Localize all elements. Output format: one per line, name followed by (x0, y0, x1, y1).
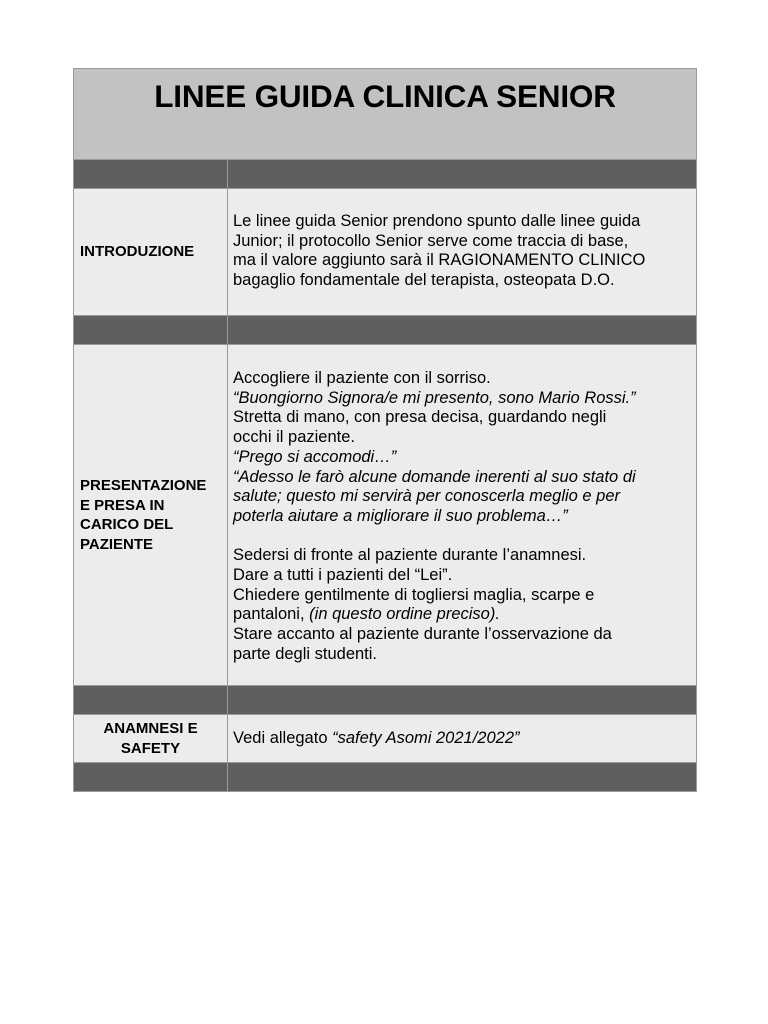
title-row (74, 69, 696, 160)
text-line: Sedersi di fronte al paziente durante l’anamnesi. (233, 546, 587, 565)
text-line: occhi il paziente. (233, 428, 355, 447)
separator-cell (228, 763, 696, 791)
text-line-italic: poterla aiutare a migliorare il suo problema…” (233, 506, 568, 525)
separator-row (74, 316, 696, 345)
text-line: Le linee guida Senior prendono spunto dalle linee guida (233, 212, 641, 230)
separator-cell (228, 160, 696, 188)
text-line: Accogliere il paziente con il sorriso. (233, 369, 491, 387)
text-line: Junior; il protocollo Senior serve come traccia di base, (233, 231, 629, 250)
anamnesi-label (74, 715, 228, 762)
anamnesi-text: Vedi allegato “safety Asomi 2021/2022” (228, 715, 696, 762)
label-line: CARICO DEL (80, 516, 174, 533)
guidelines-table (73, 68, 697, 792)
text-line: Stare accanto al paziente durante l’osservazione da (233, 625, 612, 644)
introduzione-row (74, 189, 696, 316)
text-line-mixed: pantaloni, (in questo ordine preciso). (233, 605, 500, 624)
anamnesi-row (74, 715, 696, 763)
separator-row (74, 763, 696, 791)
presentazione-text (228, 345, 696, 685)
presentazione-label (74, 345, 228, 685)
text-line-italic: “Buongiorno Signora/e mi presento, sono Mario Rossi.” (233, 388, 636, 407)
text-line: Dare a tutti i pazienti del “Lei”. (233, 566, 453, 585)
label-line: ANAMNESI E (103, 720, 198, 737)
separator-cell (74, 763, 228, 791)
label-line: PRESENTAZIONE (80, 477, 207, 494)
text-line-italic: “Adesso le farò alcune domande inerenti al suo stato di (233, 467, 636, 486)
text-line: parte degli studenti. (233, 644, 378, 663)
label-line: SAFETY (120, 739, 181, 757)
separator-cell (228, 686, 696, 714)
text-line: bagaglio fondamentale del terapista, osteopata D.O. (233, 271, 615, 290)
label-line: E PRESA IN (80, 496, 165, 514)
separator-row (74, 160, 696, 189)
text-line: Chiedere gentilmente di togliersi maglia, scarpe e (233, 585, 595, 604)
text-line-italic: “Prego si accomodi…” (233, 447, 397, 466)
label-line: PAZIENTE (80, 535, 154, 553)
text-line-italic: salute; questo mi servirà per conoscerla meglio e per (233, 487, 621, 506)
separator-row (74, 686, 696, 715)
presentazione-row (74, 345, 696, 686)
blank-line (233, 527, 690, 547)
document-title: LINEE GUIDA CLINICA SENIOR (154, 78, 616, 114)
separator-cell (74, 686, 228, 714)
introduzione-label: INTRODUZIONE (74, 189, 228, 315)
separator-cell (74, 160, 228, 188)
separator-cell (74, 316, 228, 344)
text-line: ma il valore aggiunto sarà il RAGIONAMENTO CLINICO (233, 251, 646, 270)
text-line: Stretta di mano, con presa decisa, guardando negli (233, 408, 607, 427)
separator-cell (228, 316, 696, 344)
introduzione-text (228, 189, 696, 315)
